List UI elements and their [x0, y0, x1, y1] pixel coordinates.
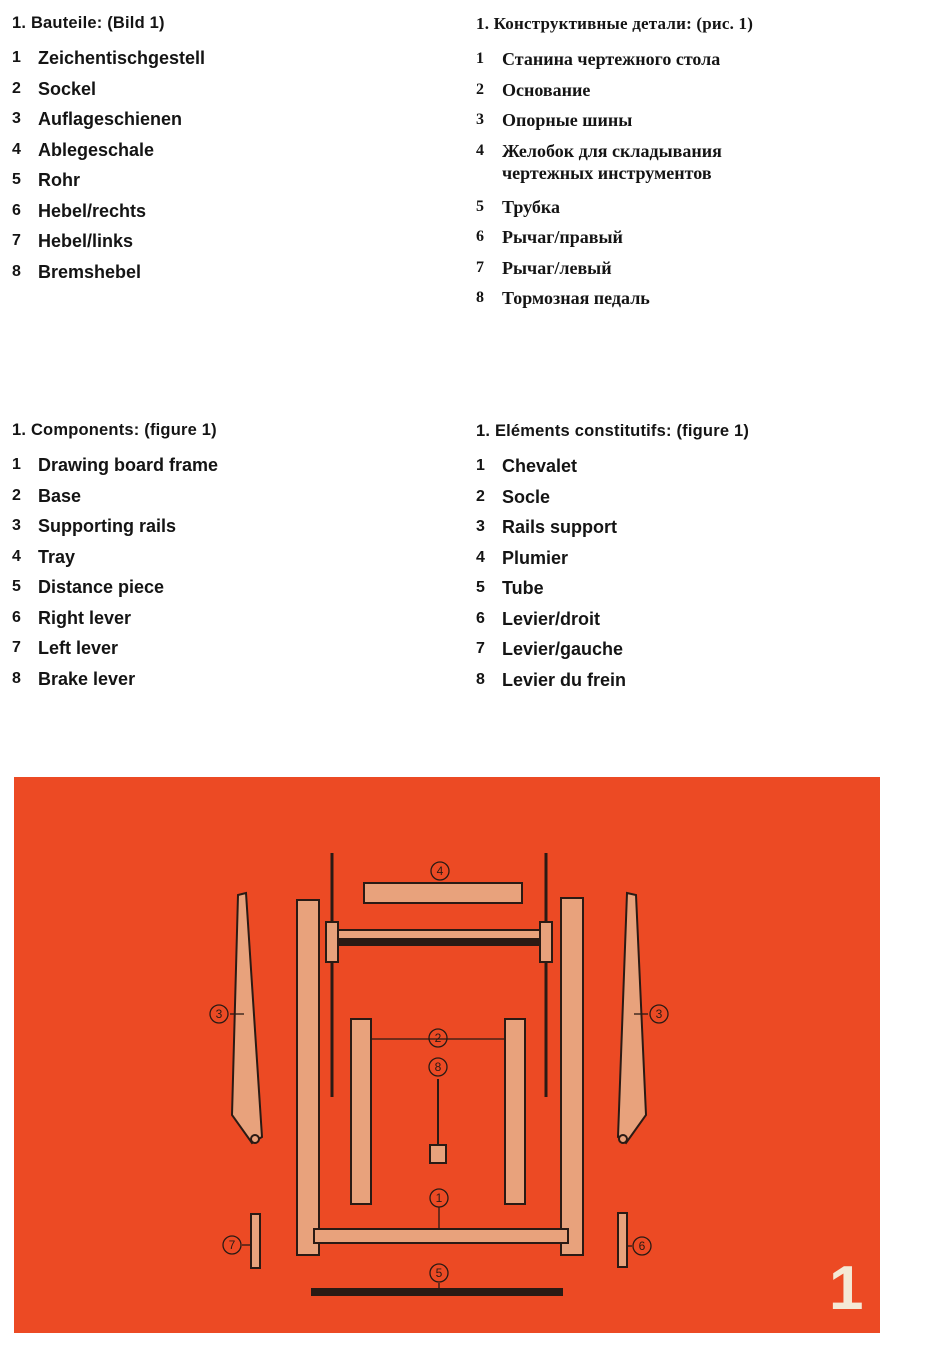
item-number: 3 — [476, 111, 484, 128]
item-number: 2 — [12, 486, 21, 504]
base-left-part — [351, 1019, 371, 1204]
item-label: Brake lever — [38, 668, 136, 689]
item-number: 7 — [476, 258, 484, 276]
item-label: Levier/gauche — [502, 639, 624, 659]
item-label: Ablegeschale — [38, 139, 155, 160]
callout-1-label: 1 — [435, 1191, 443, 1205]
figure-number: 1 — [829, 1254, 864, 1323]
parts-list — [12, 454, 218, 698]
section-title: 1. Bauteile: (Bild 1) — [12, 14, 165, 32]
item-label: Hebel/links — [38, 231, 134, 251]
list-item — [12, 230, 205, 261]
item-number: 4 — [476, 548, 485, 566]
item-label: Рычаг/правый — [502, 227, 623, 247]
item-label: Levier du frein — [502, 669, 627, 690]
list-item — [476, 226, 753, 257]
item-number: 8 — [476, 670, 485, 688]
list-item — [476, 79, 753, 110]
item-label: Рычаг/левый — [502, 257, 612, 278]
item-label: Chevalet — [502, 456, 578, 476]
section-german — [12, 14, 205, 291]
item-label: Tray — [38, 546, 76, 567]
item-number: 1 — [476, 50, 484, 67]
item-number: 3 — [476, 518, 485, 535]
item-number: 5 — [476, 197, 484, 215]
item-number: 5 — [476, 579, 485, 596]
item-label: Желобок для складывания чертежных инструментов — [502, 140, 722, 183]
item-label: Levier/droit — [502, 608, 601, 629]
list-item — [12, 454, 218, 485]
callout-3-right-label: 3 — [655, 1007, 663, 1021]
callout-4-label: 4 — [436, 864, 444, 878]
item-label: Основание — [502, 79, 591, 100]
item-number: 8 — [476, 289, 484, 306]
callout-2-label: 2 — [434, 1031, 442, 1045]
item-label: Bremshebel — [38, 261, 142, 282]
list-item — [12, 261, 205, 292]
item-label: Трубка — [502, 196, 560, 217]
item-number: 7 — [12, 232, 21, 249]
item-number: 6 — [12, 608, 21, 626]
left-rail-pivot — [251, 1135, 259, 1143]
item-number: 1 — [476, 457, 485, 474]
list-item — [476, 140, 753, 196]
item-number: 3 — [12, 517, 21, 534]
item-number: 3 — [12, 110, 21, 127]
figure-background — [14, 777, 880, 1333]
item-label: Plumier — [502, 547, 569, 568]
item-label: Distance piece — [38, 577, 165, 597]
parts-list — [476, 48, 753, 318]
crossbar-band — [336, 939, 550, 945]
section-french — [476, 422, 749, 699]
tray-part — [364, 883, 522, 903]
list-item — [476, 257, 753, 288]
callout-6-label: 6 — [638, 1239, 646, 1253]
item-label: Drawing board frame — [38, 455, 219, 475]
list-item — [476, 109, 753, 140]
section-title: 1. Eléments constitutifs: (figure 1) — [476, 422, 750, 440]
item-label: Socle — [502, 486, 551, 507]
section-title: 1. Components: (figure 1) — [12, 421, 217, 439]
list-item — [12, 515, 218, 546]
right-lever-part — [618, 1213, 627, 1267]
left-lever-part — [251, 1214, 260, 1268]
list-item — [476, 455, 749, 486]
item-number: 5 — [12, 171, 21, 188]
list-item — [476, 669, 749, 700]
distance-piece-part — [312, 1289, 562, 1295]
section-title: 1. Конструктивные детали: (рис. 1) — [476, 14, 754, 33]
list-item — [12, 78, 205, 109]
item-label: Rohr — [38, 170, 80, 190]
item-label: Base — [38, 485, 82, 506]
brake-lever-pedal — [430, 1145, 446, 1163]
item-number: 4 — [476, 141, 484, 159]
item-number: 2 — [12, 79, 21, 97]
callout-8-label: 8 — [434, 1060, 442, 1074]
frame-bottom-crossbar — [314, 1229, 568, 1243]
list-item — [12, 169, 205, 200]
list-item — [476, 577, 749, 608]
item-number: 4 — [12, 140, 21, 158]
item-number: 2 — [476, 487, 485, 505]
callout-5-label: 5 — [435, 1266, 443, 1280]
item-label: Rails support — [502, 517, 618, 537]
list-item — [476, 486, 749, 517]
right-rail-pivot — [619, 1135, 627, 1143]
list-item — [12, 139, 205, 170]
frame-right-upright — [561, 898, 583, 1255]
item-number: 2 — [476, 80, 484, 98]
item-label: Тормозная педаль — [502, 288, 650, 308]
list-item — [12, 637, 218, 668]
item-label: Sockel — [38, 78, 97, 99]
list-item — [476, 547, 749, 578]
item-number: 8 — [12, 262, 21, 280]
list-item — [476, 638, 749, 669]
item-label: Опорные шины — [502, 110, 633, 130]
item-label: Hebel/rechts — [38, 200, 147, 221]
exploded-view-figure — [14, 777, 880, 1333]
item-number: 1 — [12, 49, 21, 66]
item-number: 7 — [12, 639, 21, 656]
item-number: 8 — [12, 669, 21, 687]
list-item — [12, 200, 205, 231]
list-item — [12, 607, 218, 638]
item-number: 1 — [12, 456, 21, 473]
list-item — [476, 287, 753, 318]
list-item — [476, 608, 749, 639]
callout-7-label: 7 — [228, 1238, 236, 1252]
item-number: 6 — [476, 609, 485, 627]
list-item — [12, 576, 218, 607]
callout-3-left-label: 3 — [215, 1007, 223, 1021]
item-label: Станина чертежного стола — [502, 49, 721, 69]
list-item — [476, 196, 753, 227]
base-right-part — [505, 1019, 525, 1204]
item-number: 6 — [12, 201, 21, 219]
left-rod-clamp — [326, 922, 338, 962]
right-rod-clamp — [540, 922, 552, 962]
list-item — [12, 668, 218, 699]
parts-list — [12, 47, 205, 291]
item-label: Left lever — [38, 638, 119, 658]
item-number: 7 — [476, 640, 485, 657]
item-label: Tube — [502, 578, 544, 598]
item-number: 4 — [12, 547, 21, 565]
item-label: Auflageschienen — [38, 109, 183, 129]
section-english — [12, 421, 218, 698]
item-number: 6 — [476, 228, 484, 245]
item-label: Zeichentischgestell — [38, 48, 206, 68]
item-number: 5 — [12, 578, 21, 595]
frame-left-upright — [297, 900, 319, 1255]
list-item — [476, 48, 753, 79]
list-item — [12, 47, 205, 78]
parts-list — [476, 455, 749, 699]
list-item — [12, 108, 205, 139]
list-item — [476, 516, 749, 547]
list-item — [12, 485, 218, 516]
item-label: Right lever — [38, 607, 132, 628]
section-russian — [476, 14, 753, 318]
item-label: Supporting rails — [38, 516, 177, 536]
list-item — [12, 546, 218, 577]
